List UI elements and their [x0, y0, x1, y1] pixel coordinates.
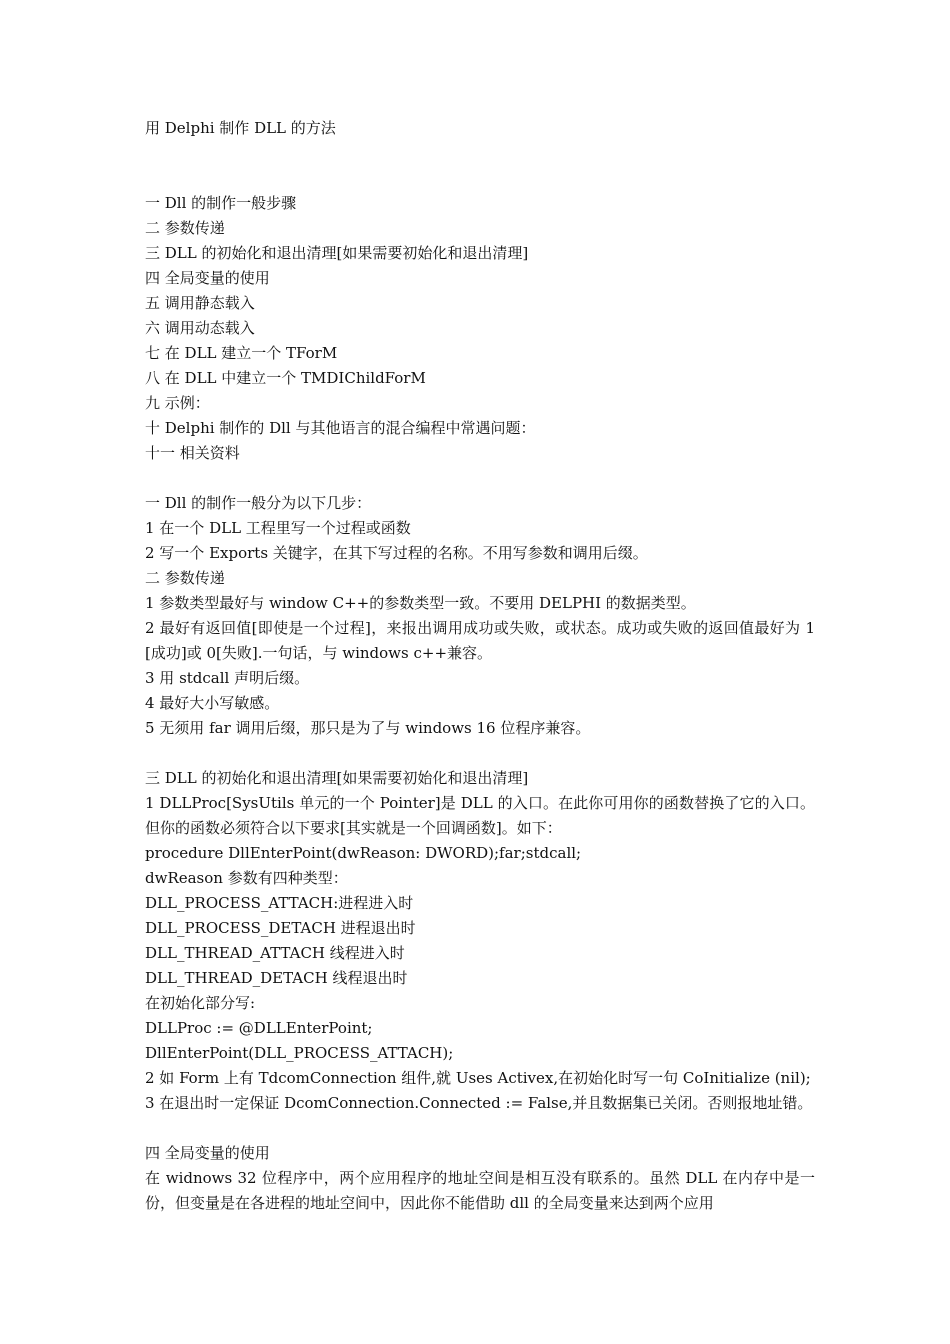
- section-parameters: [145, 566, 815, 741]
- section-heading: 三 DLL 的初始化和退出清理[如果需要初始化和退出清理]: [145, 769, 529, 787]
- toc-item: 十 Delphi 制作的 Dll 与其他语言的混合编程中常遇问题：: [145, 419, 536, 437]
- spacer: [145, 741, 815, 766]
- spacer: [145, 466, 815, 491]
- code-line: DLL_THREAD_DETACH 线程退出时: [145, 969, 408, 987]
- code-line: DLL_THREAD_ATTACH 线程进入时: [145, 944, 405, 962]
- toc-item: 九 示例：: [145, 394, 210, 412]
- spacer: [145, 1116, 815, 1141]
- table-of-contents: [145, 191, 815, 466]
- toc-item: 六 调用动态载入: [145, 319, 255, 337]
- list-item: 1 在一个 DLL 工程里写一个过程或函数: [145, 519, 411, 537]
- code-line: procedure DllEnterPoint(dwReason: DWORD);far;stdcall;: [145, 844, 582, 862]
- toc-item: 十一 相关资料: [145, 444, 240, 462]
- list-item: 4 最好大小写敏感。: [145, 694, 280, 712]
- code-line: DllEnterPoint(DLL_PROCESS_ATTACH);: [145, 1044, 454, 1062]
- toc-item: 一 Dll 的制作一般步骤: [145, 194, 297, 212]
- list-item: 3 在退出时一定保证 DcomConnection.Connected := False,并且数据集已关闭。否则报地址错。: [145, 1094, 813, 1112]
- list-item: 2 如 Form 上有 TdcomConnection 组件,就 Uses Activex,在初始化时写一句 CoInitialize (nil);: [145, 1069, 811, 1087]
- paragraph-line: dwReason 参数有四种类型：: [145, 869, 348, 887]
- toc-item: 二 参数传递: [145, 219, 225, 237]
- code-line: DLL_PROCESS_DETACH 进程退出时: [145, 919, 416, 937]
- toc-item: 五 调用静态载入: [145, 294, 255, 312]
- toc-item: 四 全局变量的使用: [145, 269, 270, 287]
- section-heading: 四 全局变量的使用: [145, 1144, 270, 1162]
- list-item: 5 无须用 far 调用后缀，那只是为了与 windows 16 位程序兼容。: [145, 719, 591, 737]
- code-line: DLLProc := @DLLEnterPoint;: [145, 1019, 373, 1037]
- section-heading: 二 参数传递: [145, 569, 225, 587]
- document-title: 用 Delphi 制作 DLL 的方法: [145, 119, 336, 137]
- section-heading: 一 Dll 的制作一般分为以下几步：: [145, 494, 372, 512]
- toc-item: 八 在 DLL 中建立一个 TMDIChildForM: [145, 369, 426, 387]
- list-item: 3 用 stdcall 声明后缀。: [145, 669, 310, 687]
- list-item: 1 参数类型最好与 window C++的参数类型一致。不要用 DELPHI 的数据类型。: [145, 594, 696, 612]
- section-global-variables: [145, 1141, 815, 1216]
- section-init-cleanup: [145, 766, 815, 1116]
- document-page: [145, 116, 815, 1216]
- list-item: 1 DLLProc[SysUtils 单元的一个 Pointer]是 DLL 的入口。在此你可用你的函数替换了它的入口。但你的函数必须符合以下要求[其实就是一个回调函数]。如下：: [145, 794, 815, 837]
- toc-item: 三 DLL 的初始化和退出清理[如果需要初始化和退出清理]: [145, 244, 529, 262]
- code-line: DLL_PROCESS_ATTACH:进程进入时: [145, 894, 414, 912]
- toc-item: 七 在 DLL 建立一个 TForM: [145, 344, 338, 362]
- list-item: 2 最好有返回值[即使是一个过程]，来报出调用成功或失败，或状态。成功或失败的返回值最好为 1[成功]或 0[失败].一句话，与 windows c++兼容。: [145, 619, 815, 662]
- list-item: 2 写一个 Exports 关键字，在其下写过程的名称。不用写参数和调用后缀。: [145, 544, 648, 562]
- paragraph-line: 在初始化部分写:: [145, 994, 256, 1012]
- section-steps: [145, 491, 815, 566]
- paragraph: 在 widnows 32 位程序中，两个应用程序的地址空间是相互没有联系的。虽然 DLL 在内存中是一份，但变量是在各进程的地址空间中，因此你不能借助 dll 的全局变量来达到两个应用: [145, 1169, 815, 1212]
